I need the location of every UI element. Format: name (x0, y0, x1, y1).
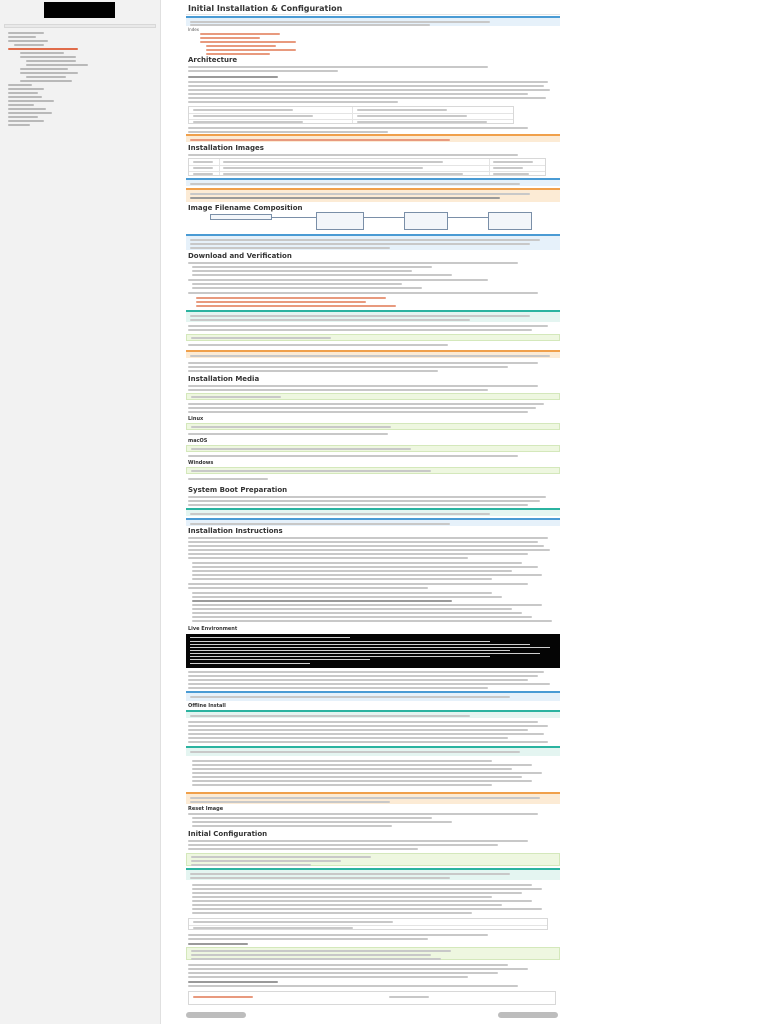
download-link[interactable] (196, 301, 366, 303)
subsection-heading: Live Environment (188, 626, 238, 632)
sidebar-item[interactable] (20, 80, 72, 82)
subsection-heading: Windows (188, 460, 214, 466)
sidebar-item[interactable] (8, 120, 44, 122)
diagram-arrow (272, 217, 316, 218)
index-label: Index (188, 27, 200, 32)
sidebar-item[interactable] (26, 76, 66, 78)
sidebar-item[interactable] (20, 72, 78, 74)
sidebar-item[interactable] (8, 84, 32, 86)
diagram-arrow (364, 217, 404, 218)
note-box (186, 691, 560, 701)
download-link[interactable] (196, 305, 396, 307)
filename-diagram-box (316, 212, 364, 230)
sidebar-item[interactable] (20, 68, 68, 70)
toc-link[interactable] (206, 45, 276, 47)
site-logo[interactable] (44, 2, 115, 18)
toc-link[interactable] (200, 37, 260, 39)
section-heading: Initial Configuration (188, 830, 268, 838)
sidebar-search-input[interactable] (4, 24, 156, 28)
sidebar-item[interactable] (8, 88, 44, 90)
sidebar-item[interactable] (8, 96, 42, 98)
sidebar-item[interactable] (8, 108, 46, 110)
warning-box (186, 792, 560, 804)
images-table (188, 158, 546, 176)
code-block (186, 334, 560, 341)
sidebar-item[interactable] (26, 64, 88, 66)
sidebar-item[interactable] (8, 112, 52, 114)
note-box (186, 234, 560, 250)
sidebar-item[interactable] (20, 52, 64, 54)
code-block (186, 947, 560, 960)
warning-box (186, 134, 560, 142)
filename-diagram-box (488, 212, 532, 230)
toc-link[interactable] (200, 41, 296, 43)
sidebar (0, 0, 161, 1024)
code-block (186, 393, 560, 400)
sidebar-item[interactable] (14, 44, 44, 46)
warning-box (186, 188, 560, 202)
toc-link[interactable] (206, 53, 270, 55)
tip-box (186, 868, 560, 880)
subheading (188, 76, 278, 78)
title-divider (186, 14, 560, 15)
note-box (186, 518, 560, 526)
sidebar-item[interactable] (8, 40, 48, 42)
console-screenshot (186, 634, 560, 668)
sidebar-item-active[interactable] (8, 48, 78, 50)
section-heading: System Boot Preparation (188, 486, 288, 494)
sidebar-item[interactable] (8, 36, 36, 38)
sidebar-item[interactable] (8, 32, 44, 34)
diagram-arrow (448, 217, 488, 218)
sidebar-item[interactable] (8, 100, 54, 102)
sidebar-item[interactable] (26, 60, 76, 62)
tip-box (186, 508, 560, 516)
settings-table (188, 918, 548, 930)
sidebar-item[interactable] (8, 92, 38, 94)
section-heading: Installation Images (188, 144, 264, 152)
subsection-heading: macOS (188, 438, 208, 444)
section-heading: Installation Media (188, 375, 260, 383)
sidebar-item[interactable] (20, 56, 76, 58)
filename-diagram-box (210, 214, 272, 220)
download-link[interactable] (196, 297, 386, 299)
note-box (186, 16, 560, 26)
comparison-table (188, 106, 514, 124)
tip-box (186, 310, 560, 322)
tip-box (186, 710, 560, 718)
section-heading: Installation Instructions (188, 527, 283, 535)
section-heading: Download and Verification (188, 252, 292, 260)
note-box (186, 178, 560, 186)
subsection-heading: Reset Image (188, 806, 224, 812)
page-title: Initial Installation & Configuration (188, 4, 343, 13)
code-block (186, 445, 560, 452)
section-heading: Image Filename Composition (188, 204, 303, 212)
code-block (186, 423, 560, 430)
previous-page-button[interactable] (186, 1012, 246, 1018)
next-page-button[interactable] (498, 1012, 558, 1018)
toc-link[interactable] (200, 33, 280, 35)
code-block (186, 853, 560, 866)
tip-box (186, 746, 560, 756)
warning-box (186, 350, 560, 358)
sidebar-item[interactable] (8, 124, 30, 126)
code-block (186, 467, 560, 474)
section-heading: Architecture (188, 56, 238, 64)
subsection-heading: Offline Install (188, 703, 226, 709)
filename-diagram-box (404, 212, 448, 230)
toc-link[interactable] (206, 49, 296, 51)
sidebar-item[interactable] (8, 104, 34, 106)
sidebar-item[interactable] (8, 116, 38, 118)
article (186, 0, 560, 1024)
subsection-heading: Linux (188, 416, 204, 422)
dashboard-preview (188, 991, 556, 1005)
